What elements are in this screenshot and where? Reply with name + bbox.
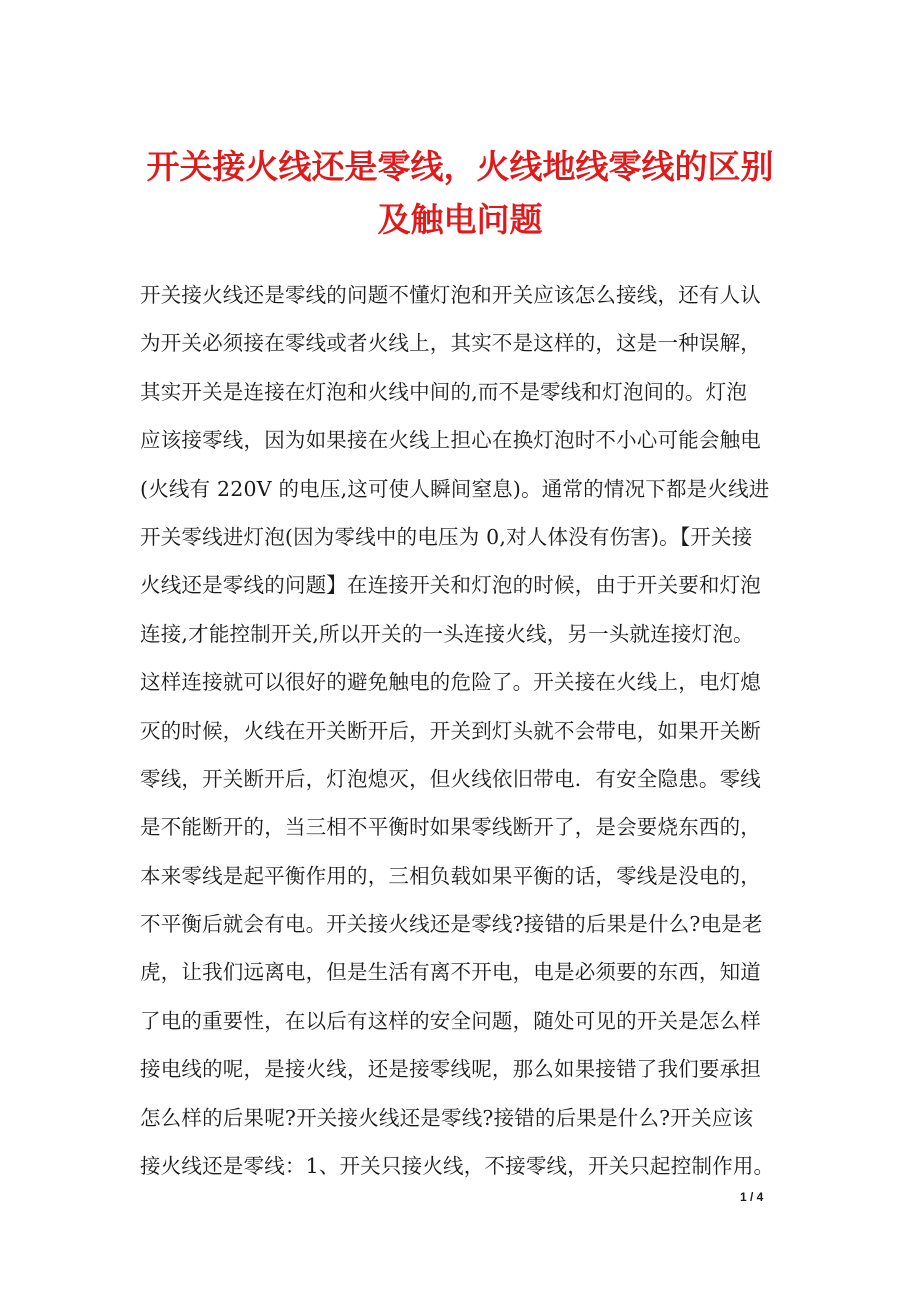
body-line: 接电线的呢，是接火线，还是接零线呢，那么如果接错了我们要承担 xyxy=(140,1057,761,1082)
body-line: 接火线还是零线：1、开关只接火线，不接零线，开关只起控制作用。 xyxy=(140,1154,775,1179)
body-line: 开关接火线还是零线的问题不懂灯泡和开关应该怎么接线，还有人认 xyxy=(140,283,761,307)
body-line: 怎么样的后果呢?开关接火线还是零线?接错的后果是什么?开关应该 xyxy=(140,1105,754,1130)
body-line: 不平衡后就会有电。开关接火线还是零线?接错的后果是什么?电是老 xyxy=(140,912,763,937)
body-line: 这样连接就可以很好的避免触电的危险了。开关接在火线上，电灯熄 xyxy=(140,670,761,695)
page-number: 1 / 4 xyxy=(740,1190,764,1204)
body-line: 连接,才能控制开关,所以开关的一头连接火线，另一头就连接灯泡。 xyxy=(140,621,754,646)
body-line: 灭的时候，火线在开关断开后，开关到灯头就不会带电，如果开关断 xyxy=(140,718,761,743)
title-line: 开关接火线还是零线，火线地线零线的区别 xyxy=(146,147,774,186)
body-line: 是不能断开的，当三相不平衡时如果零线断开了，是会要烧东西的， xyxy=(140,815,761,840)
body-line: 本来零线是起平衡作用的，三相负载如果平衡的话，零线是没电的， xyxy=(140,863,761,888)
body-line: 其实开关是连接在灯泡和火线中间的,而不是零线和灯泡间的。灯泡 xyxy=(140,379,748,404)
document-body xyxy=(140,271,800,1190)
body-line: 零线，开关断开后，灯泡熄灭，但火线依旧带电．有安全隐患。零线 xyxy=(140,766,761,791)
body-line: 了电的重要性，在以后有这样的安全问题，随处可见的开关是怎么样 xyxy=(140,1008,761,1033)
body-line: 虎，让我们远离电，但是生活有离不开电，电是必须要的东西，知道 xyxy=(140,960,761,985)
body-line: 开关零线进灯泡(因为零线中的电压为 0,对人体没有伤害)。【开关接 xyxy=(140,524,753,549)
body-line: 应该接零线，因为如果接在火线上担心在换灯泡时不小心可能会触电 xyxy=(140,428,761,453)
title-line: 及触电问题 xyxy=(377,200,543,239)
body-line: (火线有 220V 的电压,这可使人瞬间窒息)。通常的情况下都是火线进 xyxy=(140,476,770,501)
document-title xyxy=(100,140,820,246)
body-line: 火线还是零线的问题】在连接开关和灯泡的时候，由于开关要和灯泡 xyxy=(140,573,761,598)
body-line: 为开关必须接在零线或者火线上，其实不是这样的，这是一种误解， xyxy=(140,331,761,356)
